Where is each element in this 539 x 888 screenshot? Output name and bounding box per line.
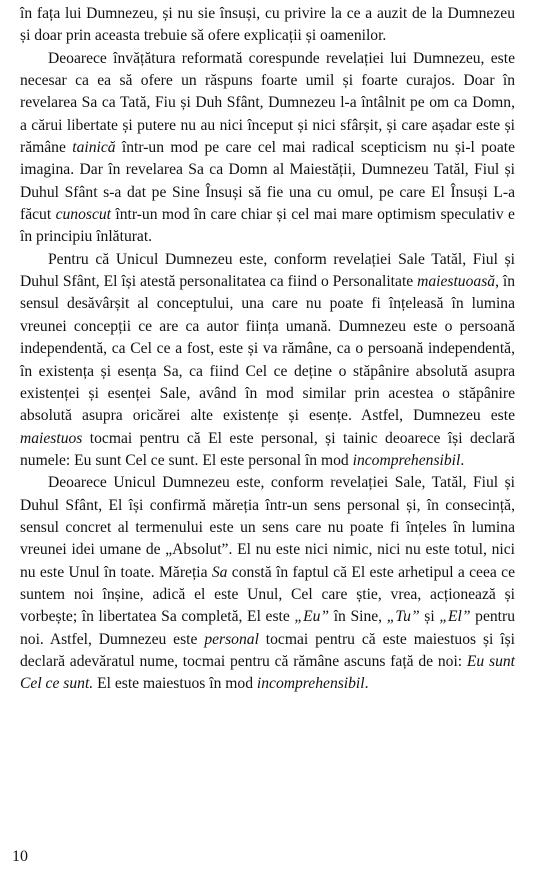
paragraph [20,472,515,695]
text-run: tocmai pentru că El este personal, și tainic deoarece își declară numele: Eu sunt Cel ce sunt. El este personal în mod [20,429,515,469]
italic-run: „Tu” [386,608,420,626]
text-run: în fața lui Dumnezeu, și nu sie însuși, cu privire la ce a auzit de la Dumnezeu și doar prin aceasta trebuie să ofere explicații și oamenilor. [20,5,515,45]
text-run: . [460,451,465,469]
text-run: , în sensul desăvârșit al conceptului, una care nu poate fi înțeleasă în lumina vreunei concepții ce are ca autor ființa umană. Dumnezeu este o persoană independentă, ca Cel ce a fost, este și va rămâne, ca o persoană independentă, în existența și esența Sa, ca fiind Cel ce deține o stăpânire absolută asupra existenței și esenței Sale, având în mod similar prin acestea o stăpânire absolută asupra oricărei alte existențe și esențe. Astfel, Dumnezeu este [20,273,515,425]
text-run: pentru noi. Astfel, Dumnezeu este [20,608,515,648]
italic-run: cunoscut [55,206,111,224]
paragraph [20,249,515,472]
text-run: tocmai pentru că este maiestuos și își declară adevăratul nume, tocmai pentru că rămâne ascuns față de noi: [20,630,515,670]
text-run: constă în faptul că El este arhetipul a ceea ce suntem noi înșine, adică el este Unul, Cel care știe, vrea, acționează și vorbește; în libertatea Sa completă, El este [20,563,516,626]
text-run: și [419,608,440,626]
italic-run: maiestuos [20,429,83,447]
italic-run: incomprehensibil [352,451,461,469]
text-run: Pentru că Unicul Dumnezeu este, conform revelației Sale Tatăl, Fiul și Duhul Sfânt, El își atestă personalitatea ca fiind o Personalitate [20,250,515,291]
italic-run: personal [204,630,259,648]
italic-run: „El” [439,608,471,626]
text-run: într-un mod în care chiar și cel mai mare optimism speculativ e în principiu înlăturat. [20,206,515,246]
text-run: într-un mod pe care cel mai radical scepticism nu și-l poate imagina. Dar în revelarea Sa ca Domn al Maiestății, Dumnezeu Tatăl, Fiul și Duhul Sfânt s-a dat pe Sine Însuși să fie una cu omul, pe care El Însuși L-a făcut [20,139,516,224]
text-run: Deoarece Unicul Dumnezeu este, conform revelației Sale, Tatăl, Fiul și Duhul Sfânt, El își confirmă măreția într-un sens personal și, în consecință, sensul concret al termenului este un sens care nu poate fi înțeles în lumina vreunei idei umane de „Absolut”. El nu este nici nimic, nici nu este totul, nici nu este Unul în toate. Măreția [20,474,515,581]
paragraph [20,3,515,48]
body-text [20,3,515,696]
italic-run: incomprehensibil [256,675,365,693]
italic-run: „Eu” [294,608,330,626]
italic-run: Eu sunt Cel ce sunt. [20,652,515,693]
text-run: . [364,675,369,693]
paragraph [20,48,515,249]
page-number: 10 [12,848,28,865]
italic-run: tainică [72,139,116,157]
italic-run: Sa [211,563,228,581]
text-run: El este maiestuos în mod [93,675,257,693]
italic-run: maiestuoasă [417,273,496,291]
text-run: în Sine, [329,608,387,626]
text-run: Deoarece învățătura reformată corespunde revelației lui Dumnezeu, este necesar ca ea să ofere un răspuns foarte umil și foarte curajos. Doar în revelarea Sa ca Tată, Fiu și Duh Sfânt, Dumnezeu l-a întâlnit pe om ca Domn, a cărui libertate și putere nu au nici început și nici sfârșit, și care așadar este și rămâne [20,49,515,157]
